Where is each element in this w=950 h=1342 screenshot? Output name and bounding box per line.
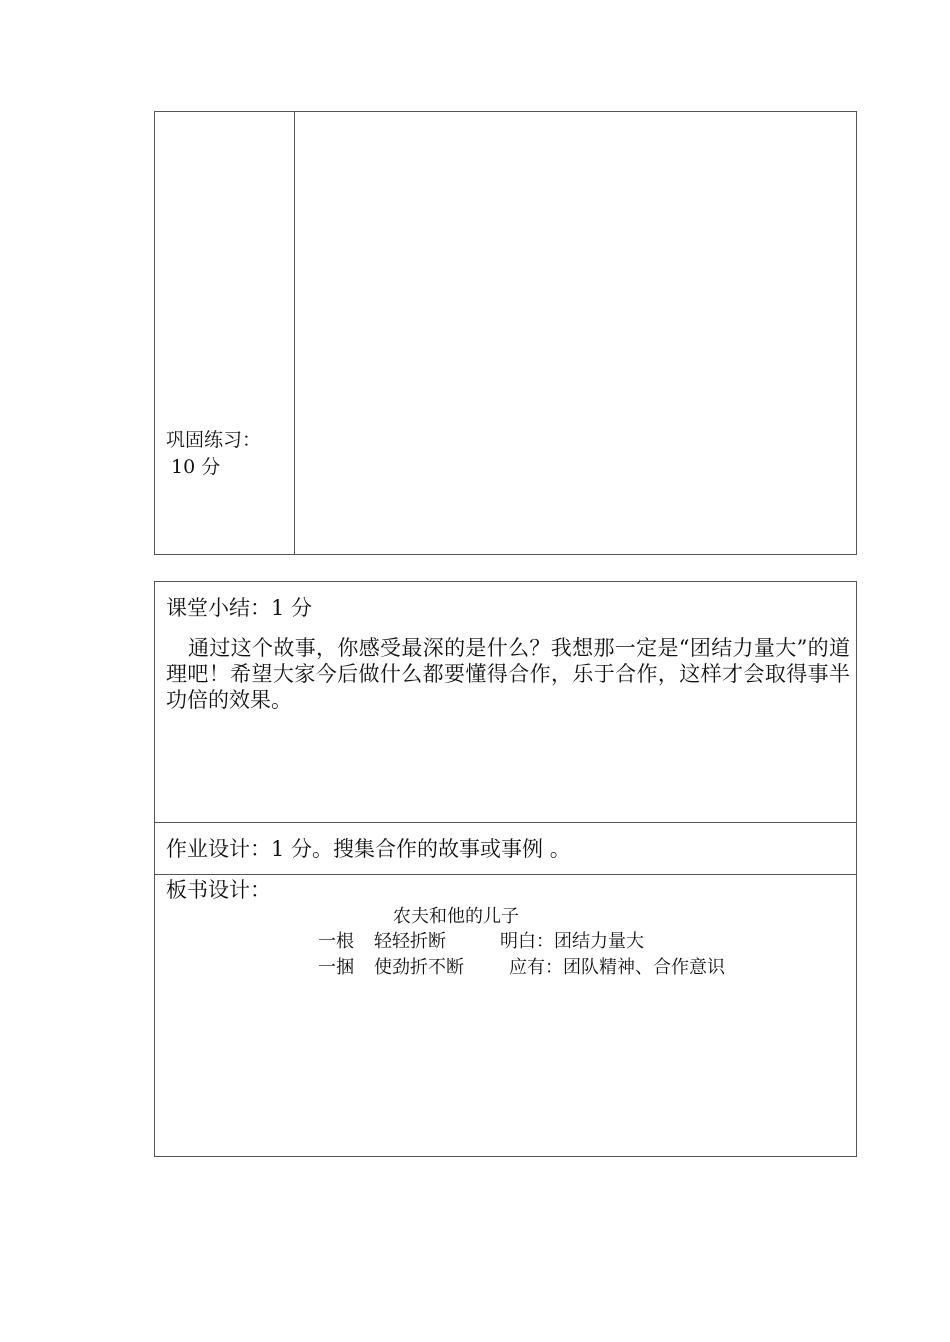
summary-heading: 课堂小结：1 分 (166, 596, 313, 620)
board-line-lesson: 应有：团队精神、合作意识 (509, 957, 725, 978)
board-line-result: 轻轻折断 (374, 931, 446, 952)
board-design-row (155, 875, 856, 1156)
board-line-object: 一捆 (318, 957, 354, 978)
practice-content-cell (295, 112, 856, 554)
board-line-object: 一根 (318, 931, 354, 952)
homework-row (155, 823, 856, 875)
practice-label-cell (155, 112, 295, 554)
summary-row (155, 582, 856, 823)
homework-text: 作业设计：1 分。搜集合作的故事或事例 。 (166, 837, 571, 861)
practice-label: 巩固练习： (166, 429, 262, 451)
lesson-table (154, 581, 857, 1157)
board-line-result: 使劲折不断 (374, 957, 464, 978)
summary-paragraph: 通过这个故事，你感受最深的是什么？我想那一定是“团结力量大”的道理吧！希望大家今后做什么都要懂得合作，乐于合作，这样才会取得事半功倍的效果。 (166, 636, 850, 712)
board-line-lesson: 明白：团结力量大 (500, 931, 644, 952)
practice-time: 10 分 (171, 456, 221, 478)
board-heading: 板书设计： (166, 878, 271, 902)
board-title: 农夫和他的儿子 (393, 906, 519, 927)
practice-table (154, 111, 857, 555)
